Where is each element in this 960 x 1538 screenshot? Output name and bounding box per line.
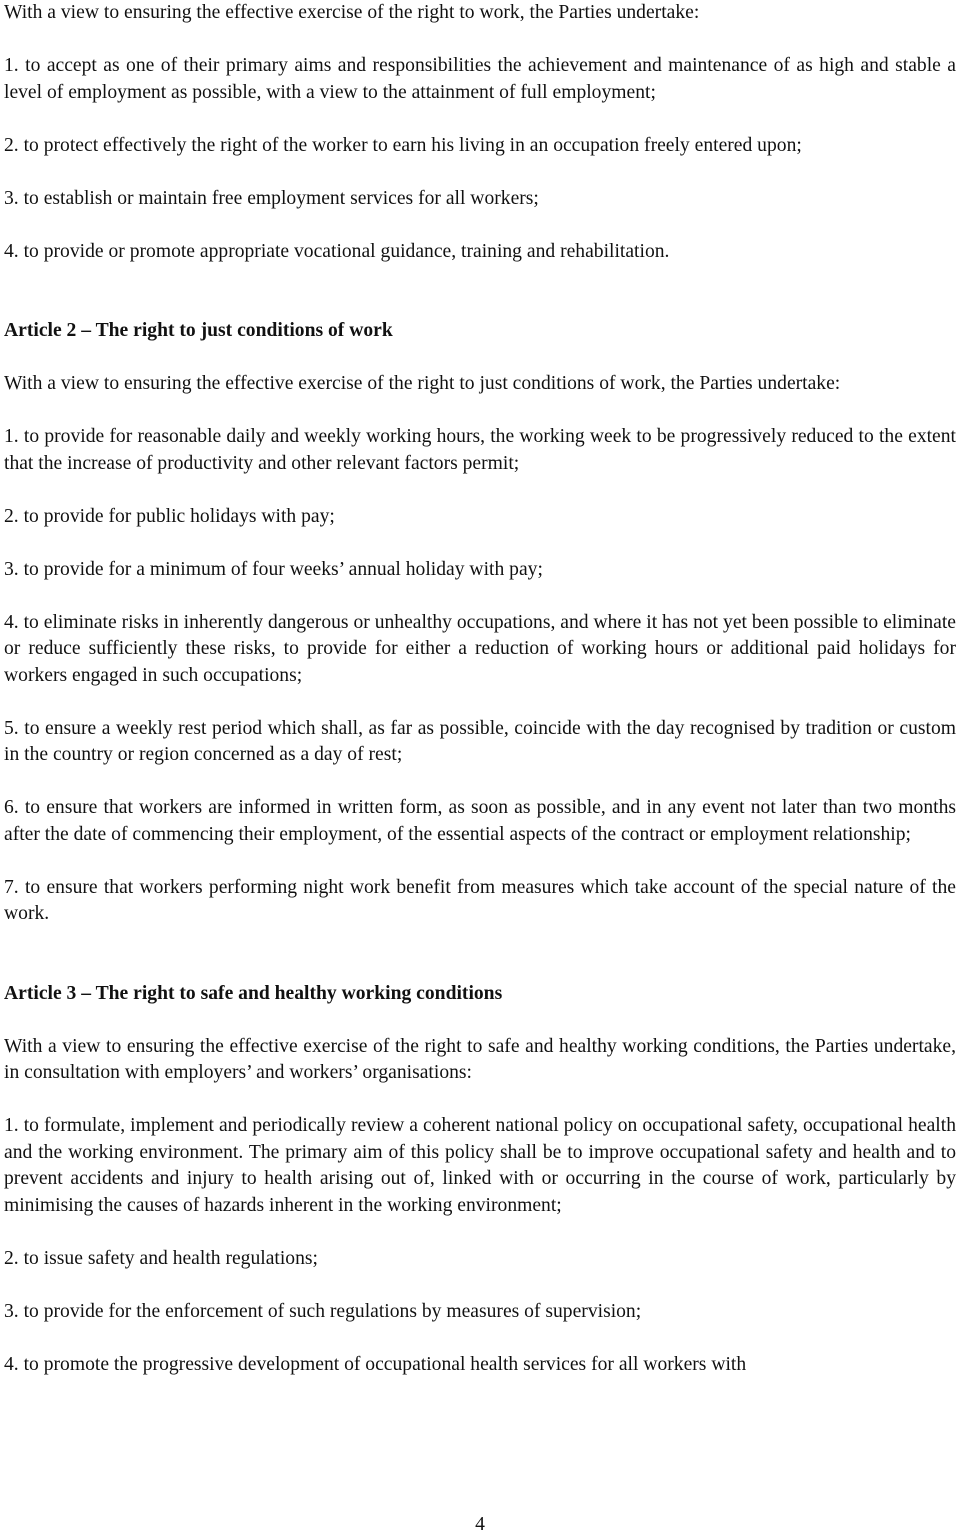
article2-item-2: 2. to provide for public holidays with pay; — [4, 505, 335, 527]
article1-item-3: 3. to establish or maintain free employment services for all workers; — [4, 187, 539, 209]
article2-item-6: 6. to ensure that workers are informed in written form, as soon as possible, and in any event not later than two months after the date of commencing their employment, of the essential aspects of the contract or employment relationship; — [4, 797, 956, 845]
article3-heading: Article 3 – The right to safe and healthy working conditions — [4, 982, 503, 1004]
article2-item-4: 4. to eliminate risks in inherently dangerous or unhealthy occupations, and where it has not yet been possible to eliminate or reduce sufficiently these risks, to provide for either a reduction of working hours or additional paid holidays for workers engaged in such occupations; — [4, 611, 956, 686]
article3-item-2: 2. to issue safety and health regulations; — [4, 1247, 318, 1269]
article2-heading: Article 2 – The right to just conditions of work — [4, 320, 393, 341]
article2-item-5: 5. to ensure a weekly rest period which shall, as far as possible, coincide with the day recognised by tradition or custom in the country or region concerned as a day of rest; — [4, 717, 956, 765]
article1-item-4: 4. to provide or promote appropriate vocational guidance, training and rehabilitation. — [4, 240, 670, 262]
article3-intro: With a view to ensuring the effective exercise of the right to safe and healthy working conditions, the Parties undertake, in consultation with employers’ and workers’ organisations: — [4, 1035, 956, 1083]
document-page — [4, 0, 956, 1378]
article2-item-3: 3. to provide for a minimum of four weeks’ annual holiday with pay; — [4, 558, 543, 580]
page-number: 4 — [475, 1514, 485, 1535]
article3-item-1: 1. to formulate, implement and periodically review a coherent national policy on occupational safety, occupational health and the working environment. The primary aim of this policy shall be to improve occupational safety and health and to prevent accidents and injury to health arising out of, linked with or occurring in the course of work, particularly by minimising the causes of hazards inherent in the working environment; — [4, 1115, 956, 1216]
article2-item-7: 7. to ensure that workers performing night work benefit from measures which take account of the special nature of the work. — [4, 876, 956, 924]
article1-item-2: 2. to protect effectively the right of the worker to earn his living in an occupation freely entered upon; — [4, 134, 802, 156]
article2-item-1: 1. to provide for reasonable daily and weekly working hours, the working week to be progressively reduced to the extent that the increase of productivity and other relevant factors permit; — [4, 426, 956, 474]
article3-item-3: 3. to provide for the enforcement of such regulations by measures of supervision; — [4, 1300, 642, 1322]
article1-intro: With a view to ensuring the effective exercise of the right to work, the Parties undertake: — [4, 2, 700, 23]
article2-intro: With a view to ensuring the effective exercise of the right to just conditions of work, the Parties undertake: — [4, 373, 841, 394]
article1-item-1: 1. to accept as one of their primary aims and responsibilities the achievement and maintenance of as high and stable a level of employment as possible, with a view to the attainment of full employment; — [4, 55, 956, 103]
article3-item-4: 4. to promote the progressive development of occupational health services for all workers with — [4, 1353, 747, 1375]
